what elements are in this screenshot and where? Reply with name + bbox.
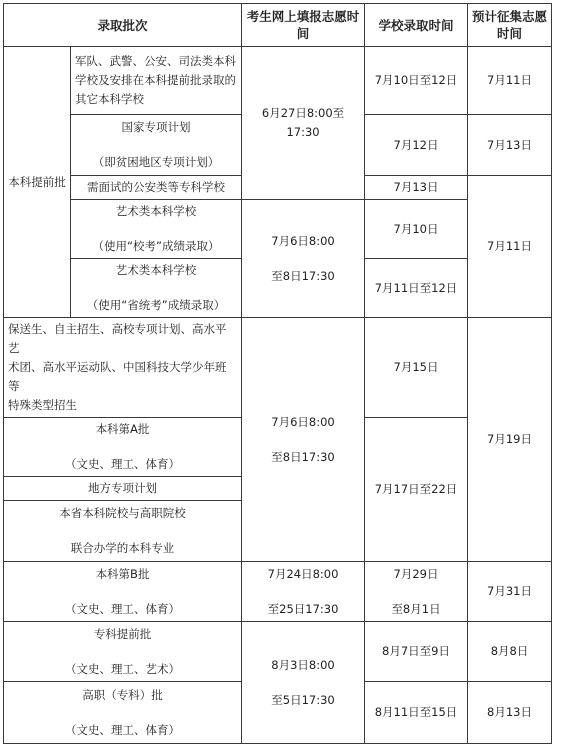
art-school-exam-time: 7月10日 — [365, 200, 468, 259]
batch-b-cell: 本科第B批 （文史、理工、体育） — [4, 562, 242, 622]
military-schools-cell: 军队、武警、公安、司法类本科 学校及安排在本科提前批录取的 其它本科学校 — [71, 47, 242, 115]
special-school-time: 7月15日 — [365, 318, 468, 418]
art-province-exam-cell: 艺术类本科学校 （使用“省统考”成绩录取） — [71, 259, 242, 318]
junior-early-solicit-time: 8月8日 — [468, 622, 552, 682]
national-school-time: 7月12日 — [365, 115, 468, 176]
header-school-time: 学校录取时间 — [365, 4, 468, 47]
header-online-time: 考生网上填报志愿时间 — [242, 4, 365, 47]
header-solicit-time: 预计征集志愿时间 — [468, 4, 552, 47]
vocational-school-time: 8月11日至15日 — [365, 682, 468, 744]
admission-schedule-table — [3, 3, 552, 744]
military-solicit-time: 7月11日 — [468, 47, 552, 115]
military-school-time: 7月10日至12日 — [365, 47, 468, 115]
national-plan-cell: 国家专项计划 （即贫困地区专项计划） — [71, 115, 242, 176]
early-undergrad-label: 本科提前批 — [4, 47, 71, 318]
early-online-time: 6月27日8:00至17:30 — [242, 47, 365, 200]
header-batch: 录取批次 — [4, 4, 242, 47]
art-solicit-time: 7月11日 — [468, 176, 552, 318]
joint-programs-cell: 本省本科院校与高职院校 联合办学的本科专业 — [4, 501, 242, 562]
police-schools-cell: 需面试的公安类等专科学校 — [71, 176, 242, 200]
local-plan-cell: 地方专项计划 — [4, 477, 242, 501]
batch-b-school-time: 7月29日 至8月1日 — [365, 562, 468, 622]
art-online-time: 7月6日8:00 至8日17:30 — [242, 200, 365, 318]
national-solicit-time: 7月13日 — [468, 115, 552, 176]
junior-early-school-time: 8月7日至9日 — [365, 622, 468, 682]
group-a-solicit-time: 7月19日 — [468, 318, 552, 562]
batch-b-solicit-time: 7月31日 — [468, 562, 552, 622]
vocational-solicit-time: 8月13日 — [468, 682, 552, 744]
art-province-exam-time: 7月11日至12日 — [365, 259, 468, 318]
art-school-exam-cell: 艺术类本科学校 （使用“校考”成绩录取） — [71, 200, 242, 259]
special-admission-cell: 保送生、自主招生、高校专项计划、高水平艺 术团、高水平运动队、中国科技大学少年班等 特殊类型招生 — [4, 318, 242, 418]
police-school-time: 7月13日 — [365, 176, 468, 200]
group-a-school-time: 7月17日至22日 — [365, 418, 468, 562]
group-a-online-time: 7月6日8:00 至8日17:30 — [242, 318, 365, 562]
junior-early-cell: 专科提前批 （文史、理工、艺术） — [4, 622, 242, 682]
batch-b-online-time: 7月24日8:00 至25日17:30 — [242, 562, 365, 622]
vocational-cell: 高职（专科）批 （文史、理工、体育） — [4, 682, 242, 744]
batch-a-cell: 本科第A批 （文史、理工、体育） — [4, 418, 242, 477]
junior-online-time: 8月3日8:00 至5日17:30 — [242, 622, 365, 744]
